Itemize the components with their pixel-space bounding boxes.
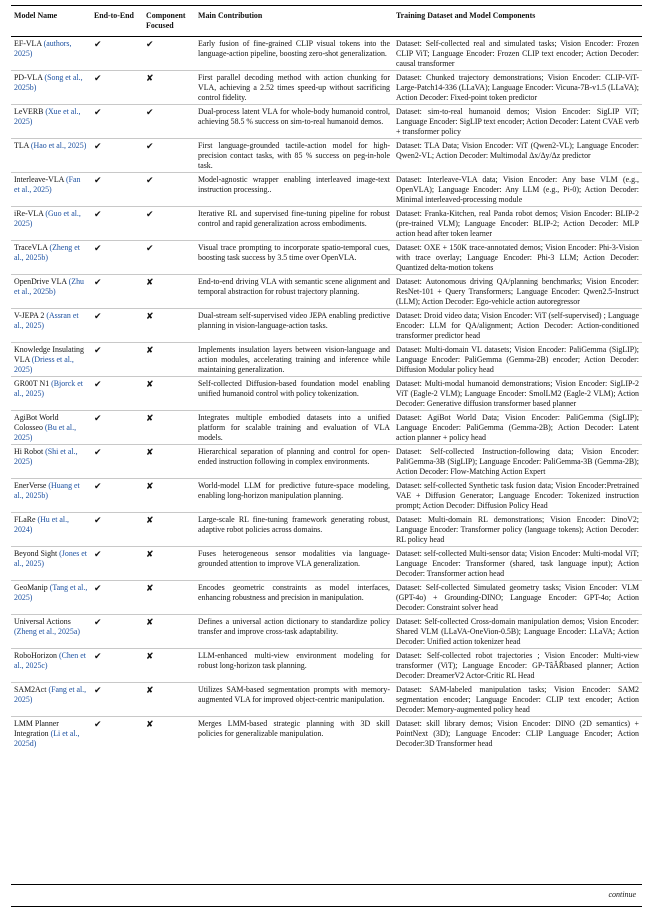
cell-model-name [11, 207, 91, 241]
citation-link[interactable]: (Driess et al., 2025) [14, 355, 74, 374]
model-name: TraceVLA [14, 243, 48, 252]
table-row [11, 547, 642, 581]
cell-end-to-end: ✔ [94, 651, 102, 661]
cell-model-name [11, 411, 91, 445]
model-name: SAM2Act [14, 685, 47, 694]
cell-component-focused: ✘ [146, 515, 154, 525]
cell-training-dataset: Dataset: OXE + 150K trace-annotated demos; Vision Encoder: Phi-3-Vision with trace overlay; Language Encoder: Phi-3 LLM; Action Decoder: Quantized delta-motion tokens [396, 243, 639, 272]
cell-training-dataset: Dataset: Autonomous driving QA/planning benchmarks; Vision Encoder: ResNet-101 + Query Transformers; Language Encoder: Qwen2.5-Instruct (LLM); Action Decoder: Ego-vehicle action autoregressor [396, 277, 639, 306]
model-name: Interleave-VLA [14, 175, 64, 184]
cell-main-contribution: Visual trace prompting to incorporate spatio-temporal cues, boosting task success by 3.5 time over OpenVLA. [198, 243, 390, 262]
page-footer-rule [11, 906, 642, 907]
cell-training-dataset: Dataset: Self-collected real and simulated tasks; Vision Encoder: Frozen CLIP ViT; Language Encoder: Frozen CLIP text encoder; Action Decoder: causal transformer [396, 39, 639, 68]
table-body [11, 37, 642, 751]
table-row [11, 513, 642, 547]
table-row [11, 649, 642, 683]
cell-main-contribution: Large-scale RL fine-tuning framework generating robust, adaptive robot policies across domains. [198, 515, 390, 534]
cell-main-contribution: Self-collected Diffusion-based foundation model enabling unified humanoid control with policy tokenization. [198, 379, 390, 398]
table-row [11, 717, 642, 751]
cell-training-dataset: Dataset: self-collected Synthetic task fusion data; Vision Encoder:Pretrained VAE + Diffusion Generator; Language Encoder: Tokenized instruction prompt; Action Decoder: Diffusion Policy Head [396, 481, 639, 510]
citation-link[interactable]: (Jones et al., 2025) [14, 549, 88, 568]
table-row [11, 445, 642, 479]
table-row [11, 71, 642, 105]
table-row [11, 275, 642, 309]
cell-training-dataset: Dataset: Chunked trajectory demonstrations; Vision Encoder: CLIP-ViT-Large-Patch14-336 (LLaVA); Language Encoder: Vicuna-7B-v1.5 (LLaVA); Action Decoder: Fixed-point token predictor [396, 73, 639, 102]
cell-model-name [11, 445, 91, 479]
model-name: PD-VLA [14, 73, 43, 82]
cell-component-focused: ✘ [146, 719, 154, 729]
table-row [11, 615, 642, 649]
cell-training-dataset: Dataset: Franka-Kitchen, real Panda robot demos; Vision Encoder: BLIP-2 (pre-trained VLM); Language Encoder: BLIP-2; Action Decoder: MLP action head after token learner [396, 209, 639, 238]
cell-model-name [11, 649, 91, 683]
cell-model-name [11, 547, 91, 581]
model-name: V-JEPA 2 [14, 311, 45, 320]
cell-end-to-end: ✔ [94, 243, 102, 253]
table-row [11, 411, 642, 445]
cell-component-focused: ✘ [146, 617, 154, 627]
table-row [11, 37, 642, 71]
cell-end-to-end: ✔ [94, 209, 102, 219]
table-row [11, 173, 642, 207]
cell-main-contribution: Early fusion of fine-grained CLIP visual tokens into the language-action pipeline, boosting zero-shot generalization. [198, 39, 390, 58]
cell-component-focused: ✔ [146, 243, 154, 253]
cell-end-to-end: ✔ [94, 515, 102, 525]
cell-training-dataset: Dataset: Self-collected Cross-domain manipulation demos; Vision Encoder: Shared VLM (LLaVA-OneVion-0.5B); Language Encoder: LLaVA; Action Decoder: Unified action tokenizer head [396, 617, 639, 646]
cell-model-name [11, 71, 91, 105]
citation-link[interactable]: (Tang et al., 2025) [14, 583, 88, 602]
cell-end-to-end: ✔ [94, 549, 102, 559]
model-name: EnerVerse [14, 481, 47, 490]
cell-model-name [11, 241, 91, 275]
cell-component-focused: ✘ [146, 685, 154, 695]
cell-training-dataset: Dataset: self-collected Multi-sensor data; Vision Encoder: Multi-modal ViT; Language Encoder: Transformer (shared, task language input); Action Decoder: Transformer action head [396, 549, 639, 578]
cell-training-dataset: Dataset: SAM-labeled manipulation tasks; Vision Encoder: SAM2 segmentation encoder; Language Encoder: CLIP text encoder; Action Decoder: Memory-augmented policy head [396, 685, 639, 714]
cell-model-name [11, 377, 91, 411]
cell-model-name [11, 105, 91, 139]
cell-component-focused: ✘ [146, 651, 154, 661]
cell-main-contribution: Merges LMM-based strategic planning with 3D skill policies for generalizable manipulation. [198, 719, 390, 738]
table-bottom-rule [11, 884, 642, 885]
cell-model-name [11, 615, 91, 649]
model-name: Universal Actions [14, 617, 71, 626]
cell-component-focused: ✔ [146, 141, 154, 151]
cell-training-dataset: Dataset: Multi-modal humanoid demonstrations; Vision Encoder: SigLIP-2 ViT (Eagle-2 VLM); Language Encoder: SmolLM2 (Eagle-2 VLM); Action Decoder: Generative diffusion transformer based planner [396, 379, 639, 408]
cell-end-to-end: ✔ [94, 379, 102, 389]
model-name: Hi Robot [14, 447, 44, 456]
header-main-contribution: Main Contribution [198, 11, 263, 20]
cell-end-to-end: ✔ [94, 583, 102, 593]
table-row [11, 377, 642, 411]
cell-main-contribution: First language-grounded tactile-action model for high-precision contact tasks, with 85 % success on peg-in-hole task. [198, 141, 390, 170]
cell-model-name [11, 139, 91, 173]
cell-model-name [11, 37, 91, 71]
header-training: Training Dataset and Model Components [396, 11, 536, 20]
model-name: iRe-VLA [14, 209, 44, 218]
cell-training-dataset: Dataset: Multi-domain RL demonstrations; Vision Encoder: DinoV2; Language Encoder: Transformer policy (language tokens); Action Decoder: RL policy head [396, 515, 639, 544]
cell-main-contribution: Dual-process latent VLA for whole-body humanoid control, achieving 58.5 % success on sim-to-real humanoid demos. [198, 107, 390, 126]
model-name: RoboHorizon [14, 651, 57, 660]
cell-end-to-end: ✔ [94, 413, 102, 423]
model-name: EF-VLA [14, 39, 42, 48]
model-name: LeVERB [14, 107, 44, 116]
cell-model-name [11, 343, 91, 377]
cell-main-contribution: LLM-enhanced multi-view environment modeling for robust long-horizon task planning. [198, 651, 390, 670]
cell-component-focused: ✘ [146, 583, 154, 593]
model-name: Beyond Sight [14, 549, 58, 558]
model-name: GR00T N1 [14, 379, 50, 388]
cell-component-focused: ✘ [146, 379, 154, 389]
cell-training-dataset: Dataset: Self-collected Simulated geometry tasks; Vision Encoder: VLM (GPT-4o) + Grounding-DINO; Language Encoder: GPT-4o; Action Decoder: Constraint solver head [396, 583, 639, 612]
table-row [11, 309, 642, 343]
cell-end-to-end: ✔ [94, 39, 102, 49]
citation-link[interactable]: (Chen et al., 2025c) [14, 651, 86, 670]
table-row [11, 207, 642, 241]
cell-model-name [11, 581, 91, 615]
cell-model-name [11, 309, 91, 343]
citation-link[interactable]: (Zheng et al., 2025b) [14, 243, 80, 262]
cell-main-contribution: Encodes geometric constraints as model interfaces, enhancing robustness and precision in manipulation. [198, 583, 390, 602]
model-name: OpenDrive VLA [14, 277, 67, 286]
cell-model-name [11, 513, 91, 547]
cell-main-contribution: End-to-end driving VLA with semantic scene alignment and temporal abstraction for robust trajectory planning. [198, 277, 390, 296]
cell-component-focused: ✘ [146, 311, 154, 321]
cell-component-focused: ✘ [146, 413, 154, 423]
continue-label: continue [608, 890, 636, 899]
table-row [11, 343, 642, 377]
citation-link[interactable]: (Bu et al., 2025) [14, 423, 77, 442]
cell-end-to-end: ✔ [94, 685, 102, 695]
citation-link[interactable]: (Fan et al., 2025) [14, 175, 81, 194]
cell-main-contribution: Defines a universal action dictionary to standardize policy transfer and improve cross-task adaptability. [198, 617, 390, 636]
cell-main-contribution: Hierarchical separation of planning and control for open-ended instruction following in complex environments. [198, 447, 390, 466]
cell-model-name [11, 173, 91, 207]
cell-component-focused: ✔ [146, 175, 154, 185]
table-row [11, 139, 642, 173]
table-header [11, 6, 642, 37]
citation-link[interactable]: (Hu et al., 2024) [14, 515, 70, 534]
citation-link[interactable]: (Guo et al., 2025) [14, 209, 81, 228]
citation-link[interactable]: (authors, 2025) [14, 39, 72, 58]
cell-end-to-end: ✔ [94, 447, 102, 457]
citation-link[interactable]: (Xue et al., 2025) [14, 107, 81, 126]
citation-link[interactable]: (Assran et al., 2025) [14, 311, 79, 330]
cell-training-dataset: Dataset: Interleave-VLA data; Vision Encoder: Any base VLM (e.g., OpenVLA); Language Encoder: Any LLM (e.g., Pi-0); Action Decoder: Minimal interleaved-processing module [396, 175, 639, 204]
table-row [11, 683, 642, 717]
cell-main-contribution: Implements insulation layers between vision-language and action modules, accelerating training and inference while maintaining generalization. [198, 345, 390, 374]
cell-end-to-end: ✔ [94, 719, 102, 729]
cell-component-focused: ✔ [146, 209, 154, 219]
citation-link[interactable]: (Song et al., 2025b) [14, 73, 83, 92]
cell-end-to-end: ✔ [94, 175, 102, 185]
citation-link[interactable]: (Huang et al., 2025b) [14, 481, 80, 500]
cell-main-contribution: Utilizes SAM-based segmentation prompts with memory-augmented VLA for improved object-centric manipulation. [198, 685, 390, 704]
cell-end-to-end: ✔ [94, 73, 102, 83]
citation-link[interactable]: (Zhu et al., 2025b) [14, 277, 84, 296]
cell-training-dataset: Dataset: TLA Data; Vision Encoder: ViT (Qwen2-VL); Language Encoder: Qwen2-VL; Action Decoder: Multimodal Δx/Δy/Δz predictor [396, 141, 639, 160]
citation-link[interactable]: (Li et al., 2025d) [14, 729, 80, 748]
vla-models-table [11, 5, 642, 750]
cell-training-dataset: Dataset: AgiBot World Data; Vision Encoder: PaliGemma (SigLIP); Language Encoder: PaliGemma (Gemma-2B); Action Decoder: Latent action planner + policy head [396, 413, 639, 442]
cell-model-name [11, 717, 91, 751]
cell-main-contribution: First parallel decoding method with action chunking for VLA, achieving a 2.52 times speed-up without sacrificing control fidelity. [198, 73, 390, 102]
cell-end-to-end: ✔ [94, 277, 102, 287]
cell-model-name [11, 275, 91, 309]
header-model-name: Model Name [14, 11, 58, 20]
cell-training-dataset: Dataset: Multi-domain VL datasets; Vision Encoder: PaliGemma (SigLIP); Language Encoder: PaliGemma (Gemma-2B) encoder; Action Decoder: Diffusion Modular policy head [396, 345, 639, 374]
cell-training-dataset: Dataset: Self-collected Instruction-following data; Vision Encoder: PaliGemma-3B (SigLIP); Language Encoder: PaliGemma-3B (Gemma-2B); Action Decoder: Flow-Matching Action Expert [396, 447, 639, 476]
table-row [11, 241, 642, 275]
model-name: AgiBot World Colosseo [14, 413, 59, 432]
cell-component-focused: ✘ [146, 277, 154, 287]
cell-main-contribution: Dual-stream self-supervised video JEPA enabling predictive planning in vision-language-action tasks. [198, 311, 390, 330]
cell-main-contribution: Iterative RL and supervised fine-tuning pipeline for robust control and rapid generalization across embodiments. [198, 209, 390, 228]
cell-component-focused: ✔ [146, 39, 154, 49]
header-component-focused: Component Focused [146, 11, 186, 30]
cell-end-to-end: ✔ [94, 345, 102, 355]
cell-training-dataset: Dataset: Self-collected robot trajectories ; Vision Encoder: Multi-view transformer (ViT); Language Encoder: GP-TâĂŘbased planner; Action Decoder: DreamerV2 Actor-Critic RL Head [396, 651, 639, 680]
cell-training-dataset: Dataset: Droid video data; Vision Encoder: ViT (self-supervised) ; Language Encoder: LLM for QA/alignment; Action Decoder: Action-conditioned transformer predictor head [396, 311, 639, 340]
citation-link[interactable]: (Hao et al., 2025) [30, 141, 87, 150]
cell-main-contribution: Model-agnostic wrapper enabling interleaved image-text instruction processing.. [198, 175, 390, 194]
cell-end-to-end: ✔ [94, 311, 102, 321]
table-row [11, 105, 642, 139]
cell-main-contribution: Integrates multiple embodied datasets into a unified platform for scalable training and evaluation of VLA models. [198, 413, 390, 442]
model-name: LMM Planner Integration [14, 719, 59, 738]
header-end-to-end: End-to-End [94, 11, 134, 20]
citation-link[interactable]: (Shi et al., 2025) [14, 447, 78, 466]
citation-link[interactable]: (Bjorck et al., 2025) [14, 379, 83, 398]
cell-component-focused: ✘ [146, 73, 154, 83]
cell-component-focused: ✘ [146, 345, 154, 355]
cell-end-to-end: ✔ [94, 107, 102, 117]
table-row [11, 581, 642, 615]
cell-model-name [11, 479, 91, 513]
cell-main-contribution: Fuses heterogeneous sensor modalities via language-grounded attention to improve VLA generalization. [198, 549, 390, 568]
cell-component-focused: ✘ [146, 481, 154, 491]
model-name: GeoManip [14, 583, 48, 592]
cell-component-focused: ✘ [146, 447, 154, 457]
model-name: TLA [14, 141, 29, 150]
cell-model-name [11, 683, 91, 717]
table-row [11, 479, 642, 513]
model-name: FLaRe [14, 515, 36, 524]
cell-training-dataset: Dataset: sim-to-real humanoid demos; Vision Encoder: SigLIP ViT; Language Encoder: SigLIP text encoder; Action Decoder: Latent CVAE verb + transformer policy [396, 107, 639, 136]
cell-training-dataset: Dataset: skill library demos; Vision Encoder: DINO (2D semantics) + PointNext (3D); Language Encoder: CLIP Language Encoder; Action Decoder:3D Transformer head [396, 719, 639, 748]
cell-component-focused: ✘ [146, 549, 154, 559]
cell-main-contribution: World-model LLM for predictive future-space modeling, enabling long-horizon manipulation planning. [198, 481, 390, 500]
cell-end-to-end: ✔ [94, 141, 102, 151]
citation-link[interactable]: (Fang et al., 2025) [14, 685, 87, 704]
cell-end-to-end: ✔ [94, 617, 102, 627]
model-name: Knowledge Insulating VLA [14, 345, 84, 364]
citation-link[interactable]: (Zheng et al., 2025a) [14, 627, 80, 636]
cell-end-to-end: ✔ [94, 481, 102, 491]
cell-component-focused: ✔ [146, 107, 154, 117]
